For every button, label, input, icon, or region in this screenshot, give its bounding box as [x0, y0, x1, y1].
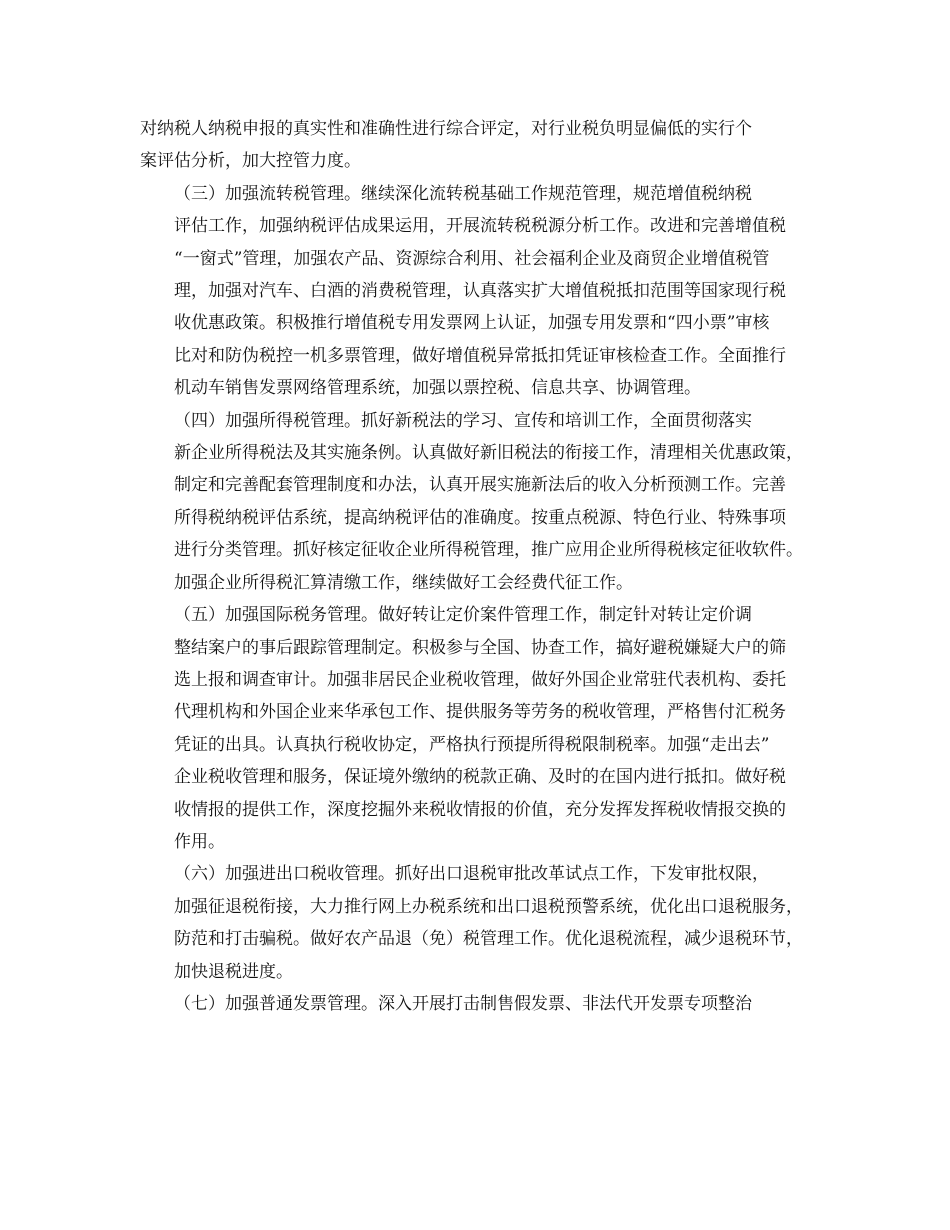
text-line: 整结案户的事后跟踪管理制定。积极参与全国、协查工作，搞好避税嫌疑大户的筛	[174, 637, 786, 658]
text-line: 进行分类管理。抓好核定征收企业所得税管理，推广应用企业所得税核定征收软件。	[174, 540, 803, 561]
paragraph	[140, 405, 824, 599]
paragraph	[140, 988, 824, 1020]
text-line: 案评估分析，加大控管力度。	[140, 151, 361, 172]
text-line: 代理机构和外国企业来华承包工作、提供服务等劳务的税收管理，严格售付汇税务	[174, 702, 786, 723]
text-line: 企业税收管理和服务，保证境外缴纳的税款正确、及时的在国内进行抵扣。做好税	[174, 767, 786, 788]
text-line: “一窗式”管理，加强农产品、资源综合利用、社会福利企业及商贸企业增值税管	[174, 248, 770, 269]
text-line: （三）加强流转税管理。继续深化流转税基础工作规范管理，规范增值税纳税	[174, 183, 752, 204]
paragraph	[140, 178, 824, 405]
paragraph	[140, 113, 824, 178]
text-line: 机动车销售发票网络管理系统，加强以票控税、信息共享、协调管理。	[174, 378, 701, 399]
text-line: 加快退税进度。	[174, 961, 293, 982]
text-line: 作用。	[174, 831, 225, 852]
text-line: 选上报和调查审计。加强非居民企业税收管理，做好外国企业常驻代表机构、委托	[174, 669, 786, 690]
text-line: 对纳税人纳税申报的真实性和准确性进行综合评定，对行业税负明显偏低的实行个	[140, 119, 752, 139]
paragraph	[140, 858, 824, 988]
text-line: 加强征退税衔接，大力推行网上办税系统和出口退税预警系统，优化出口退税服务，	[174, 896, 803, 917]
text-line: （七）加强普通发票管理。深入开展打击制售假发票、非法代开发票专项整治	[174, 993, 752, 1014]
paragraph	[140, 599, 824, 858]
text-line: 加强企业所得税汇算清缴工作，继续做好工会经费代征工作。	[174, 572, 633, 593]
text-line: 理，加强对汽车、白酒的消费税管理，认真落实扩大增值税抵扣范围等国家现行税	[174, 281, 786, 302]
text-line: 防范和打击骗税。做好农产品退（免）税管理工作。优化退税流程，减少退税环节，	[174, 929, 803, 950]
text-line: 新企业所得税法及其实施条例。认真做好新旧税法的衔接工作，清理相关优惠政策，	[174, 443, 803, 464]
text-line: 所得税纳税评估系统，提高纳税评估的准确度。按重点税源、特色行业、特殊事项	[174, 507, 786, 528]
text-line: 收优惠政策。积极推行增值税专用发票网上认证，加强专用发票和“四小票”审核	[174, 313, 770, 334]
text-line: （六）加强进出口税收管理。抓好出口退税审批改革试点工作，下发审批权限，	[174, 864, 769, 885]
text-line: 比对和防伪税控一机多票管理，做好增值税异常抵扣凭证审核检查工作。全面推行	[174, 345, 786, 366]
text-line: （四）加强所得税管理。抓好新税法的学习、宣传和培训工作，全面贯彻落实	[174, 410, 752, 431]
text-line: 凭证的出具。认真执行税收协定，严格执行预提所得税限制税率。加强“走出去”	[174, 734, 770, 755]
document-body	[140, 113, 824, 1020]
text-line: 收情报的提供工作，深度挖掘外来税收情报的价值，充分发挥发挥税收情报交换的	[174, 799, 786, 820]
text-line: 制定和完善配套管理制度和办法，认真开展实施新法后的收入分析预测工作。完善	[174, 475, 786, 496]
text-line: （五）加强国际税务管理。做好转让定价案件管理工作，制定针对转让定价调	[174, 605, 752, 626]
text-line: 评估工作，加强纳税评估成果运用，开展流转税税源分析工作。改进和完善增值税	[174, 216, 786, 237]
